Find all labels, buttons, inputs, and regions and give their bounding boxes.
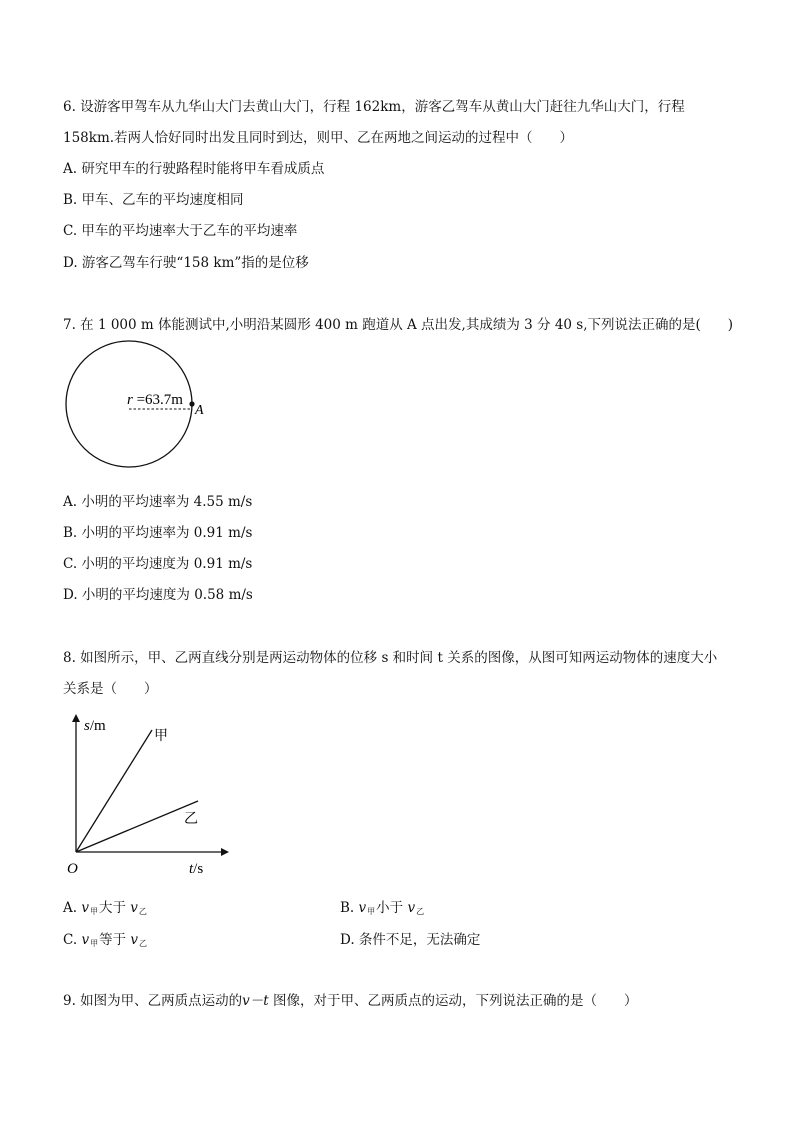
q6-option-d: D. 游客乙驾车行驶“158 km”指的是位移 [63, 255, 309, 271]
q8-option-d: D. 条件不足，无法确定 [340, 932, 481, 948]
q7-option-a: A. 小明的平均速率为 4.55 m/s [63, 494, 253, 510]
q7-stem: 7. 在 1 000 m 体能测试中,小明沿某圆形 400 m 跑道从 A 点出发,其成绩为 3 分 40 s,下列说法正确的是( ) [63, 317, 734, 333]
q7-circle-figure [60, 340, 220, 480]
q8-st-graph [60, 710, 230, 880]
q7-option-c: C. 小明的平均速度为 0.91 m/s [63, 556, 253, 572]
q8-option-c: C. $v_甲$等于 $v_乙$ [63, 932, 147, 948]
q9-stem: 9. 如图为甲、乙两质点运动的v－t 图像，对于甲、乙两质点的运动，下列说法正确的是（ ） [63, 993, 638, 1009]
q6-option-a: A. 研究甲车的行驶路程时能将甲车看成质点 [63, 161, 325, 177]
q6-stem-line2: 158km.若两人恰好同时出发且同时到达，则甲、乙在两地之间运动的过程中（ ） [63, 130, 574, 146]
radius-label: r =63.7m [127, 392, 183, 408]
q8-stem-line2: 关系是（ ） [63, 681, 158, 697]
y-axis-label: s/m [84, 718, 106, 734]
q6-option-c: C. 甲车的平均速率大于乙车的平均速率 [63, 223, 298, 239]
origin-label: O [67, 861, 78, 877]
q6-option-b: B. 甲车、乙车的平均速度相同 [63, 192, 244, 208]
line-jia [76, 730, 152, 852]
q8-option-b: B. $v_甲$小于 $v_乙$ [340, 900, 425, 916]
q6-stem-line1: 6. 设游客甲驾车从九华山大门去黄山大门，行程 162km，游客乙驾车从黄山大门赶往九华山大门，行程 [63, 99, 685, 115]
q8-option-a: A. $v_甲$大于 $v_乙$ [63, 900, 147, 916]
yi-label: 乙 [184, 812, 198, 827]
point-a-label: A [195, 403, 204, 418]
line-yi [76, 801, 198, 852]
jia-label: 甲 [154, 729, 168, 744]
q7-option-d: D. 小明的平均速度为 0.58 m/s [63, 587, 253, 603]
q7-option-b: B. 小明的平均速率为 0.91 m/s [63, 525, 253, 541]
q8-stem-line1: 8. 如图所示，甲、乙两直线分别是两运动物体的位移 s 和时间 t 关系的图像，从图可知两运动物体的速度大小 [63, 650, 718, 666]
point-a-dot [189, 401, 194, 406]
x-axis-label: t/s [189, 861, 204, 877]
